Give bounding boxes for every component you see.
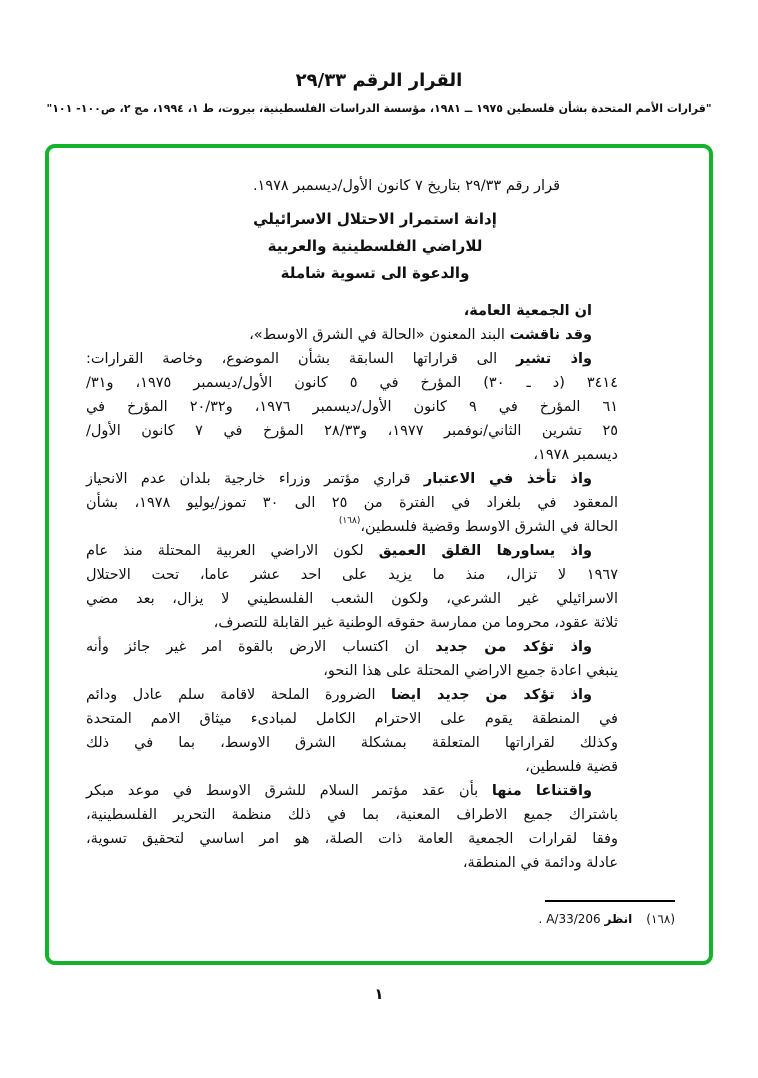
line-text: قضية فلسطين، [525,759,618,775]
paragraph-lead: واذ تؤكد من جديد ايضا [390,687,593,703]
body-line [86,779,618,803]
line-text: بأن عقد مؤتمر السلام للشرق الاوسط في موعد مبكر [86,783,492,799]
body-line [86,635,618,659]
body-line [86,707,618,731]
paragraph-lead: ان الجمعية العامة، [463,303,592,319]
body-line [86,539,618,563]
paragraph-lead: واذ تأخذ في الاعتبار [423,471,592,487]
footnote-line [86,911,675,927]
body-line [86,467,618,491]
resolution-body [86,299,618,875]
paragraph-lead: واقتناعا منها [491,783,592,799]
line-text: ديسمبر ١٩٧٨، [533,447,618,463]
body-line [86,683,618,707]
body-line [86,731,618,755]
line-text: ثلاثة عقود، محروما من ممارسة حقوقه الوطنية غير القابلة للتصرف، [213,615,618,631]
line-text: عادلة ودائمة في المنطقة، [462,855,618,871]
body-line [86,611,618,635]
line-text: في المنطقة يقوم على الاحترام الكامل لمبادىء ميثاق الامم المتحدة [86,711,618,727]
paragraph-lead: واذ تشير [516,351,592,367]
line-text: البند المعنون «الحالة في الشرق الاوسط»، [249,327,510,343]
document-title: القرار الرقم ٢٩/٣٣ [295,70,463,91]
body-line [86,443,618,467]
footnote-reference-marker: (١٦٨) [338,516,361,527]
body-line [86,851,618,875]
body-line [86,395,618,419]
resolution-frame [45,144,713,965]
body-line [86,347,618,371]
body-line [86,755,618,779]
body-line [86,659,618,683]
body-line [86,299,618,323]
heading-line-2: للاراضي الفلسطينية والعربية [267,237,483,255]
body-line [86,827,618,851]
line-text: ان اكتساب الارض بالقوة امر غير جائز وأنه [86,639,436,655]
paragraph-lead: واذ تؤكد من جديد [435,639,592,655]
heading-line-3: والدعوة الى تسوية شاملة [280,264,470,282]
line-text: وفقا لقرارات الجمعية العامة ذات الصلة، هو امر اساسي لتحقيق تسوية، [86,831,618,847]
resolution-heading [86,206,618,287]
footnote-separator [545,900,675,902]
body-line [86,515,618,539]
line-text: ٣٤١٤ (د ـ ٣٠) المؤرخ في ٥ كانون الأول/ديسمبر ١٩٧٥، و٣١/ [86,375,619,391]
source-citation: "قرارات الأمم المتحدة بشأن فلسطين ١٩٧٥ ــ ١٩٨١، مؤسسة الدراسات الفلسطينية، بيروت، ط ١، ١٩٩٤، مج ٢، ص١٠٠- ١٠١" [46,102,712,115]
line-text: ٦١ المؤرخ في ٩ كانون الأول/ديسمبر ١٩٧٦، و٢٠/٣٢ المؤرخ في [86,399,619,415]
footnote-see-label: انظر [604,912,633,926]
paragraph-lead: واذ يساورها القلق العميق [378,543,592,559]
body-line [86,803,618,827]
line-text: الاسرائيلي غير الشرعي، ولكون الشعب الفلسطيني لا يزال، بعد مضي [86,591,618,607]
line-text: ٢٥ تشرين الثاني/نوفمبر ١٩٧٧، و٢٨/٣٣ المؤرخ في ٧ كانون الأول/ [86,423,619,439]
footnote-document-reference: A/33/206 [546,912,601,926]
line-text: وكذلك لقراراتها المتعلقة بمشكلة الشرق الاوسط، بما في ذلك [86,735,618,751]
heading-line-1: إدانة استمرار الاحتلال الاسرائيلي [253,210,497,228]
line-text: الحالة في الشرق الاوسط وقضية فلسطين، [360,519,618,535]
line-text: قراري مؤتمر وزراء خارجية بلدان عدم الانحياز [86,471,424,487]
line-text: لكون الاراضي العربية المحتلة منذ عام [86,543,379,559]
page-number: ١ [374,985,384,1003]
line-text: الضرورة الملحة لاقامة سلم عادل ودائم [86,687,391,703]
body-line [86,371,618,395]
footnote-block [86,900,675,927]
footnote-number: (١٦٨) [646,912,675,926]
body-line [86,491,618,515]
footnote-period: . [538,912,543,926]
body-line [86,563,618,587]
body-line [86,587,618,611]
line-text: الى قراراتها السابقة بشأن الموضوع، وخاصة القرارات: [86,351,517,367]
paragraph-lead: وقد ناقشت [509,327,592,343]
line-text: المعقود في بلغراد في الفترة من ٢٥ الى ٣٠ تموز/يوليو ١٩٧٨، بشأن [86,495,618,511]
line-text: باشتراك جميع الاطراف المعنية، بما في ذلك منظمة التحرير الفلسطينية، [86,807,618,823]
body-line [86,419,618,443]
resolution-intro-line: قرار رقم ٢٩/٣٣ بتاريخ ٧ كانون الأول/ديسمبر ١٩٧٨. [252,178,560,194]
line-text: ١٩٦٧ لا تزال، منذ ما يزيد على احد عشر عاما، تحت الاحتلال [86,567,618,583]
line-text: ينبغي اعادة جميع الاراضي المحتلة على هذا النحو، [323,663,618,679]
body-line [86,323,618,347]
